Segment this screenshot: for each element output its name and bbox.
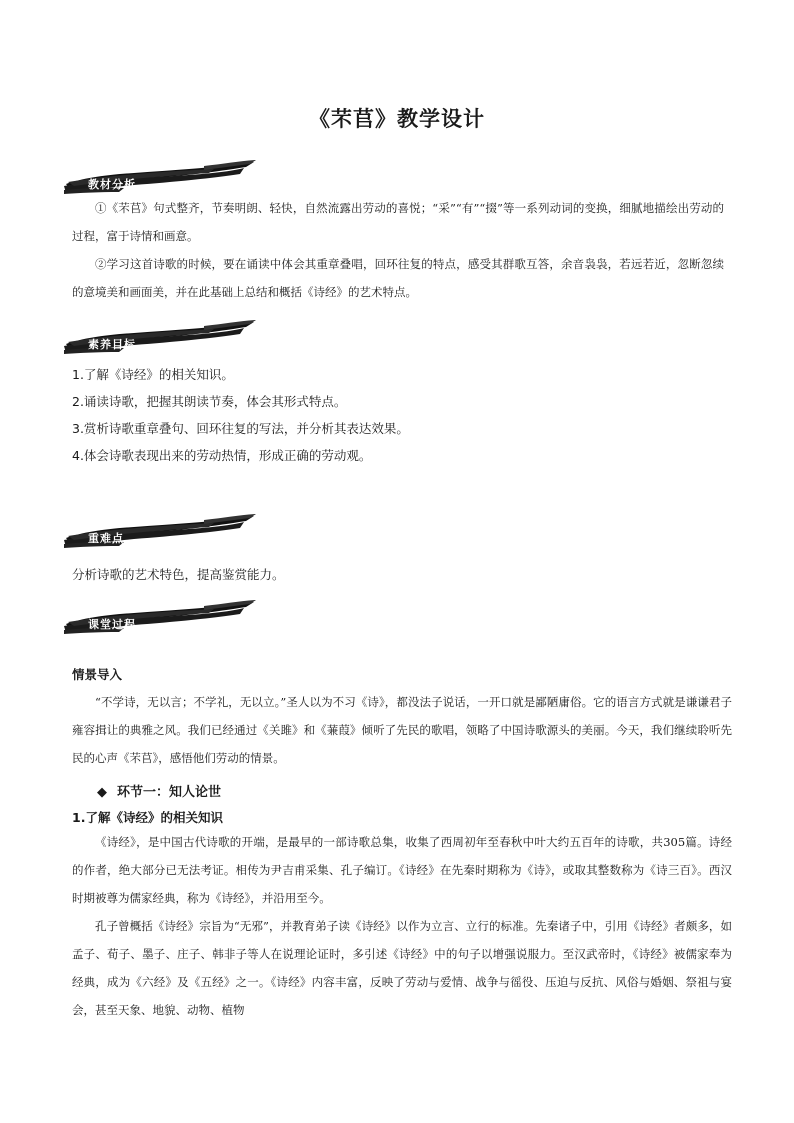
- diamond-bullet-icon: ◆: [97, 785, 107, 800]
- sub1-body: [72, 828, 732, 1024]
- sub1-heading: 1.了解《诗经》的相关知识: [72, 810, 223, 825]
- section-label-process: 课堂过程: [88, 618, 136, 631]
- section-header-key-points: [64, 512, 264, 550]
- goal-item: 2.诵读诗歌，把握其朗读节奏，体会其形式特点。: [72, 394, 347, 409]
- intro-body: [72, 688, 732, 772]
- intro-heading: 情景导入: [72, 667, 123, 682]
- goal-item: 3.赏析诗歌重章叠句、回环往复的写法，并分析其表达效果。: [72, 421, 409, 436]
- intro-paragraph: “不学诗，无以言；不学礼，无以立。”圣人以为不习《诗》，都没法子说话，一开口就是鄙陋庸俗。它的语言方式就是谦谦君子雍容揖让的典雅之风。我们已经通过《关雎》和《蒹葭》倾听了先民的歌唱，领略了中国诗歌源头的美丽。今天，我们继续聆听先民的心声《芣苢》，感悟他们劳动的情景。: [72, 695, 732, 765]
- analysis-body: [72, 194, 724, 306]
- section-label-analysis: 教材分析: [88, 178, 136, 191]
- section-header-goals: [64, 318, 264, 356]
- document-title: 《芣苢》教学设计: [309, 107, 485, 131]
- link1-heading-row: [97, 781, 221, 800]
- analysis-paragraph-2: ②学习这首诗歌的时候，要在诵读中体会其重章叠唱，回环往复的特点，感受其群歌互答，余音袅袅，若远若近，忽断忽续的意境美和画面美，并在此基础上总结和概括《诗经》的艺术特点。: [72, 257, 724, 299]
- goals-list: [72, 361, 722, 469]
- section-label-key-points: 重难点: [88, 532, 124, 545]
- key-point-text: 分析诗歌的艺术特色，提高鉴赏能力。: [72, 567, 285, 582]
- goal-item: 1.了解《诗经》的相关知识。: [72, 367, 234, 382]
- goal-item: 4.体会诗歌表现出来的劳动热情，形成正确的劳动观。: [72, 448, 372, 463]
- section-header-analysis: [64, 158, 264, 196]
- sub1-paragraph-1: 《诗经》，是中国古代诗歌的开端，是最早的一部诗歌总集，收集了西周初年至春秋中叶大约五百年的诗歌，共305篇。诗经的作者，绝大部分已无法考证。相传为尹吉甫采集、孔子编订。《诗经》在先秦时期称为《诗》，或取其整数称为《诗三百》。西汉时期被尊为儒家经典，称为《诗经》，并沿用至今。: [72, 835, 732, 905]
- link1-heading: 环节一：知人论世: [117, 785, 222, 800]
- section-label-goals: 素养目标: [88, 338, 136, 351]
- sub1-paragraph-2: 孔子曾概括《诗经》宗旨为“无邪”，并教育弟子读《诗经》以作为立言、立行的标准。先秦诸子中，引用《诗经》者颇多，如孟子、荀子、墨子、庄子、韩非子等人在说理论证时，多引述《诗经》中的句子以增强说服力。至汉武帝时，《诗经》被儒家奉为经典，成为《六经》及《五经》之一。《诗经》内容丰富，反映了劳动与爱情、战争与徭役、压迫与反抗、风俗与婚姻、祭祖与宴会，甚至天象、地貌、动物、植物: [72, 919, 732, 1017]
- analysis-paragraph-1: ①《芣苢》句式整齐，节奏明朗、轻快，自然流露出劳动的喜悦；“采”“有”“掇”等一系列动词的变换，细腻地描绘出劳动的过程，富于诗情和画意。: [72, 201, 724, 243]
- section-header-process: [64, 598, 264, 636]
